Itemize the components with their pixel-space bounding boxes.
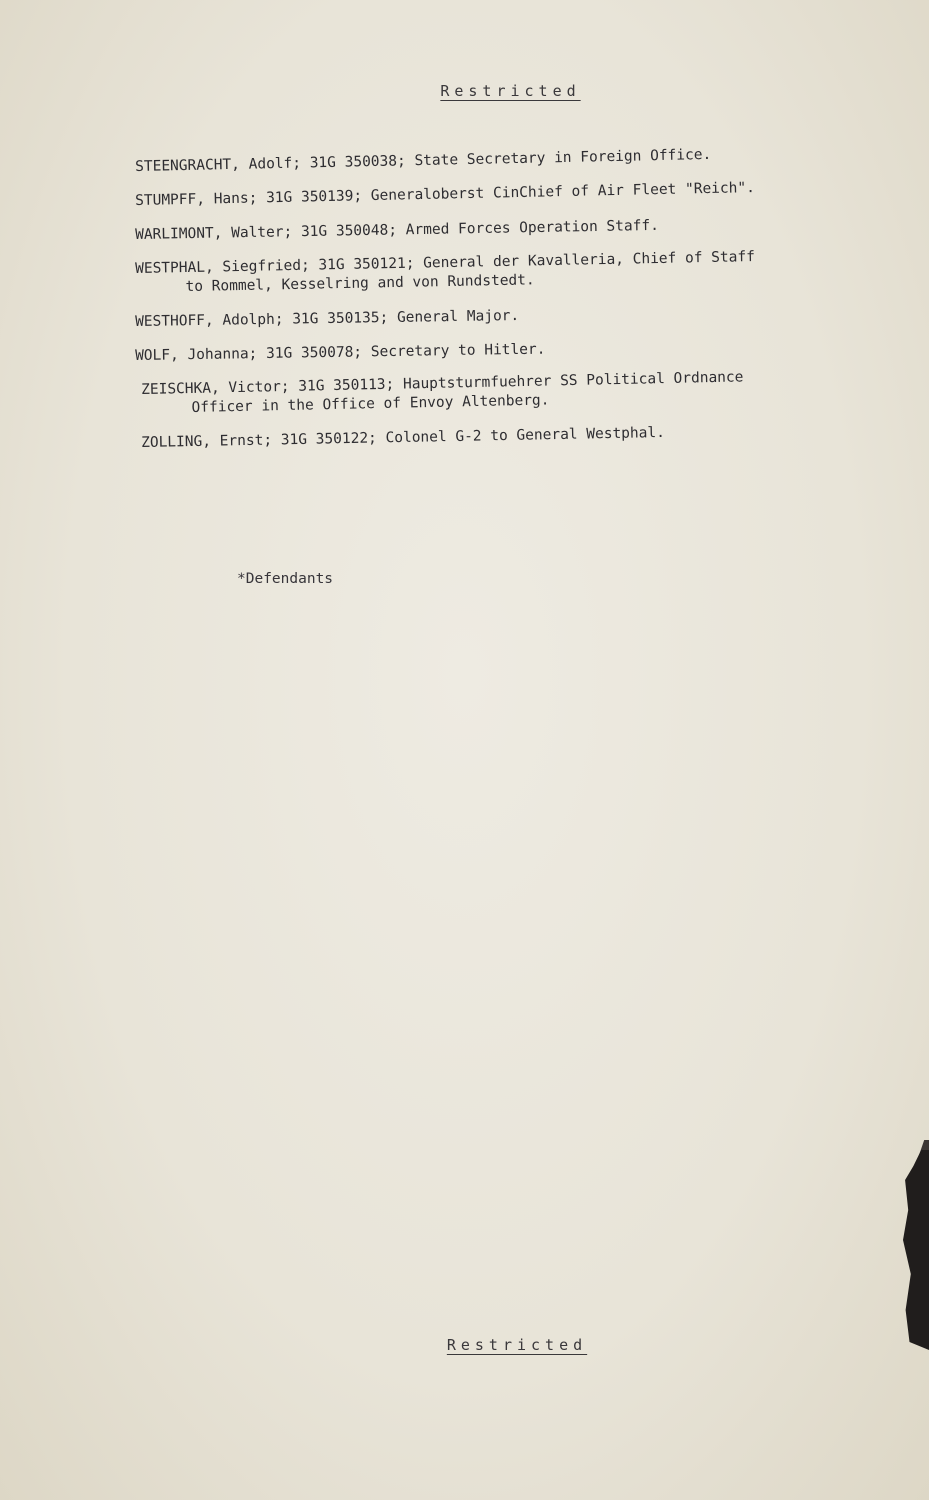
list-item [135, 214, 835, 245]
entry-line: WESTHOFF, Adolph; 31G 350135; General Major. [135, 307, 520, 330]
list-item [135, 302, 835, 332]
entry-list [135, 146, 835, 468]
list-item [135, 247, 836, 298]
torn-edge [903, 1150, 929, 1350]
list-item [141, 421, 835, 453]
entry-line: WOLF, Johanna; 31G 350078; Secretary to Hitler. [135, 341, 546, 364]
entry-line: STEENGRACHT, Adolf; 31G 350038; State Secretary in Foreign Office. [135, 146, 712, 175]
entry-line: WARLIMONT, Walter; 31G 350048; Armed Forces Operation Staff. [135, 217, 660, 243]
entry-line: ZOLLING, Ernst; 31G 350122; Colonel G-2 to General Westphal. [141, 424, 666, 451]
footer-classification: Restricted [446, 1336, 588, 1354]
list-item [135, 336, 835, 366]
entry-line: ZEISCHKA, Victor; 31G 350113; Hauptsturmfuehrer SS Political Ordnance [141, 369, 744, 398]
header-classification: Restricted [440, 82, 581, 100]
defendants-note: *Defendants [237, 571, 334, 587]
list-item [135, 143, 835, 177]
entry-line: STUMPFF, Hans; 31G 350139; Generaloberst CinChief of Air Fleet "Reich". [135, 180, 756, 209]
list-item [141, 366, 836, 419]
entry-continuation: to Rommel, Kesselring and von Rundstedt. [185, 272, 535, 296]
list-item [135, 177, 835, 211]
entry-continuation: Officer in the Office of Envoy Altenberg. [191, 392, 550, 416]
entry-line: WESTPHAL, Siegfried; 31G 350121; General der Kavalleria, Chief of Staff [135, 249, 756, 277]
